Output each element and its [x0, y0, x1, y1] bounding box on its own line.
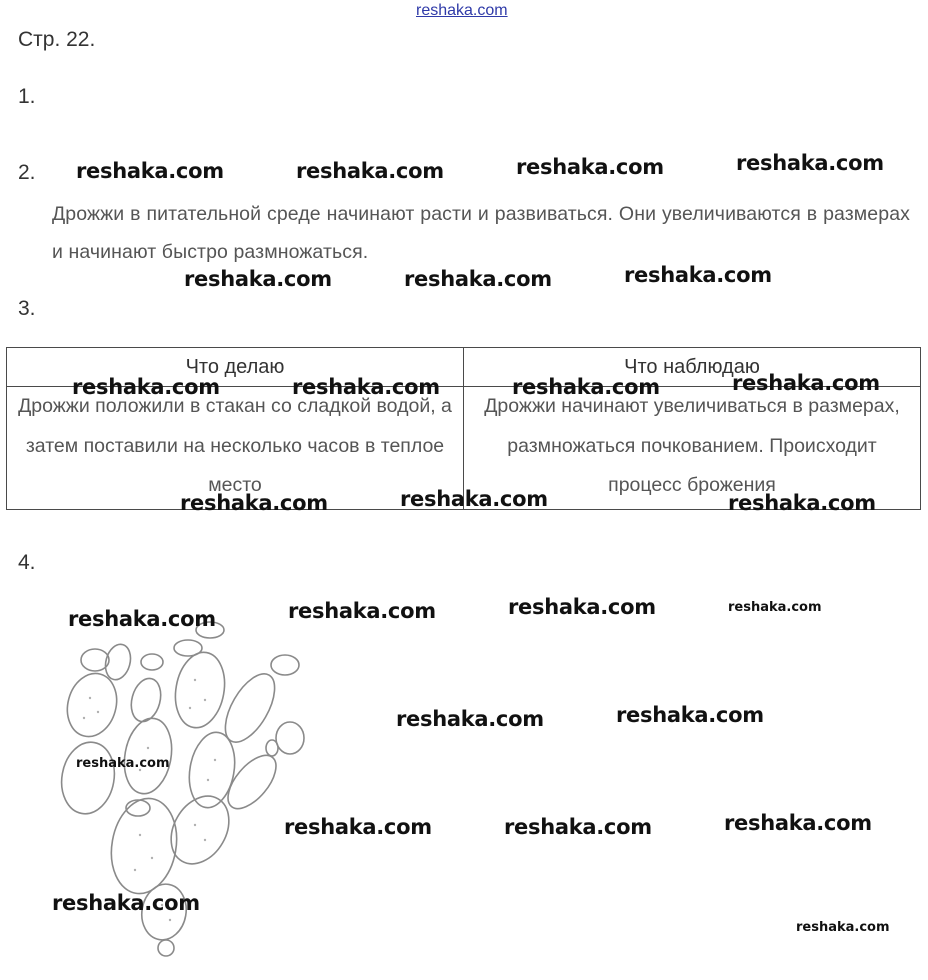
task-3-number: 3. — [18, 297, 36, 320]
watermark: reshaka.com — [296, 159, 444, 183]
watermark: reshaka.com — [624, 263, 772, 287]
watermark: reshaka.com — [400, 487, 548, 511]
watermark: reshaka.com — [512, 375, 660, 399]
watermark: reshaka.com — [288, 599, 436, 623]
watermark: reshaka.com — [504, 815, 652, 839]
watermark: reshaka.com — [736, 151, 884, 175]
task-2-number: 2. — [18, 161, 36, 184]
watermark: reshaka.com — [76, 756, 170, 771]
watermark: reshaka.com — [732, 371, 880, 395]
watermark: reshaka.com — [292, 375, 440, 399]
watermark: reshaka.com — [516, 155, 664, 179]
watermark: reshaka.com — [396, 707, 544, 731]
watermark: reshaka.com — [728, 491, 876, 515]
watermark: reshaka.com — [616, 703, 764, 727]
task-1-number: 1. — [18, 85, 36, 108]
watermark: reshaka.com — [728, 600, 822, 615]
watermark: reshaka.com — [184, 267, 332, 291]
watermark: reshaka.com — [724, 811, 872, 835]
table-cell-action: Дрожжи положили в стакан со сладкой водой, а затем поставили на несколько часов в теплое место — [7, 387, 464, 510]
watermark: reshaka.com — [72, 375, 220, 399]
table-cell-observation: Дрожжи начинают увеличиваться в размерах, размножаться почкованием. Происходит процесс брожения — [464, 387, 921, 510]
page-title: Стр. 22. — [18, 28, 96, 51]
table-header-action: Что делаю — [7, 348, 464, 387]
site-link[interactable]: reshaka.com — [416, 2, 508, 19]
watermark: reshaka.com — [76, 159, 224, 183]
watermark: reshaka.com — [68, 607, 216, 631]
watermark: reshaka.com — [180, 491, 328, 515]
task-4-number: 4. — [18, 551, 36, 574]
watermark: reshaka.com — [508, 595, 656, 619]
watermark: reshaka.com — [404, 267, 552, 291]
task-2-answer: Дрожжи в питательной среде начинают расти и развиваться. Они увеличиваются в размерах и начинают быстро размножаться. — [52, 203, 910, 263]
watermark: reshaka.com — [284, 815, 432, 839]
watermark: reshaka.com — [796, 920, 890, 935]
watermark: reshaka.com — [52, 891, 200, 915]
table-header-observation: Что наблюдаю — [464, 348, 921, 387]
